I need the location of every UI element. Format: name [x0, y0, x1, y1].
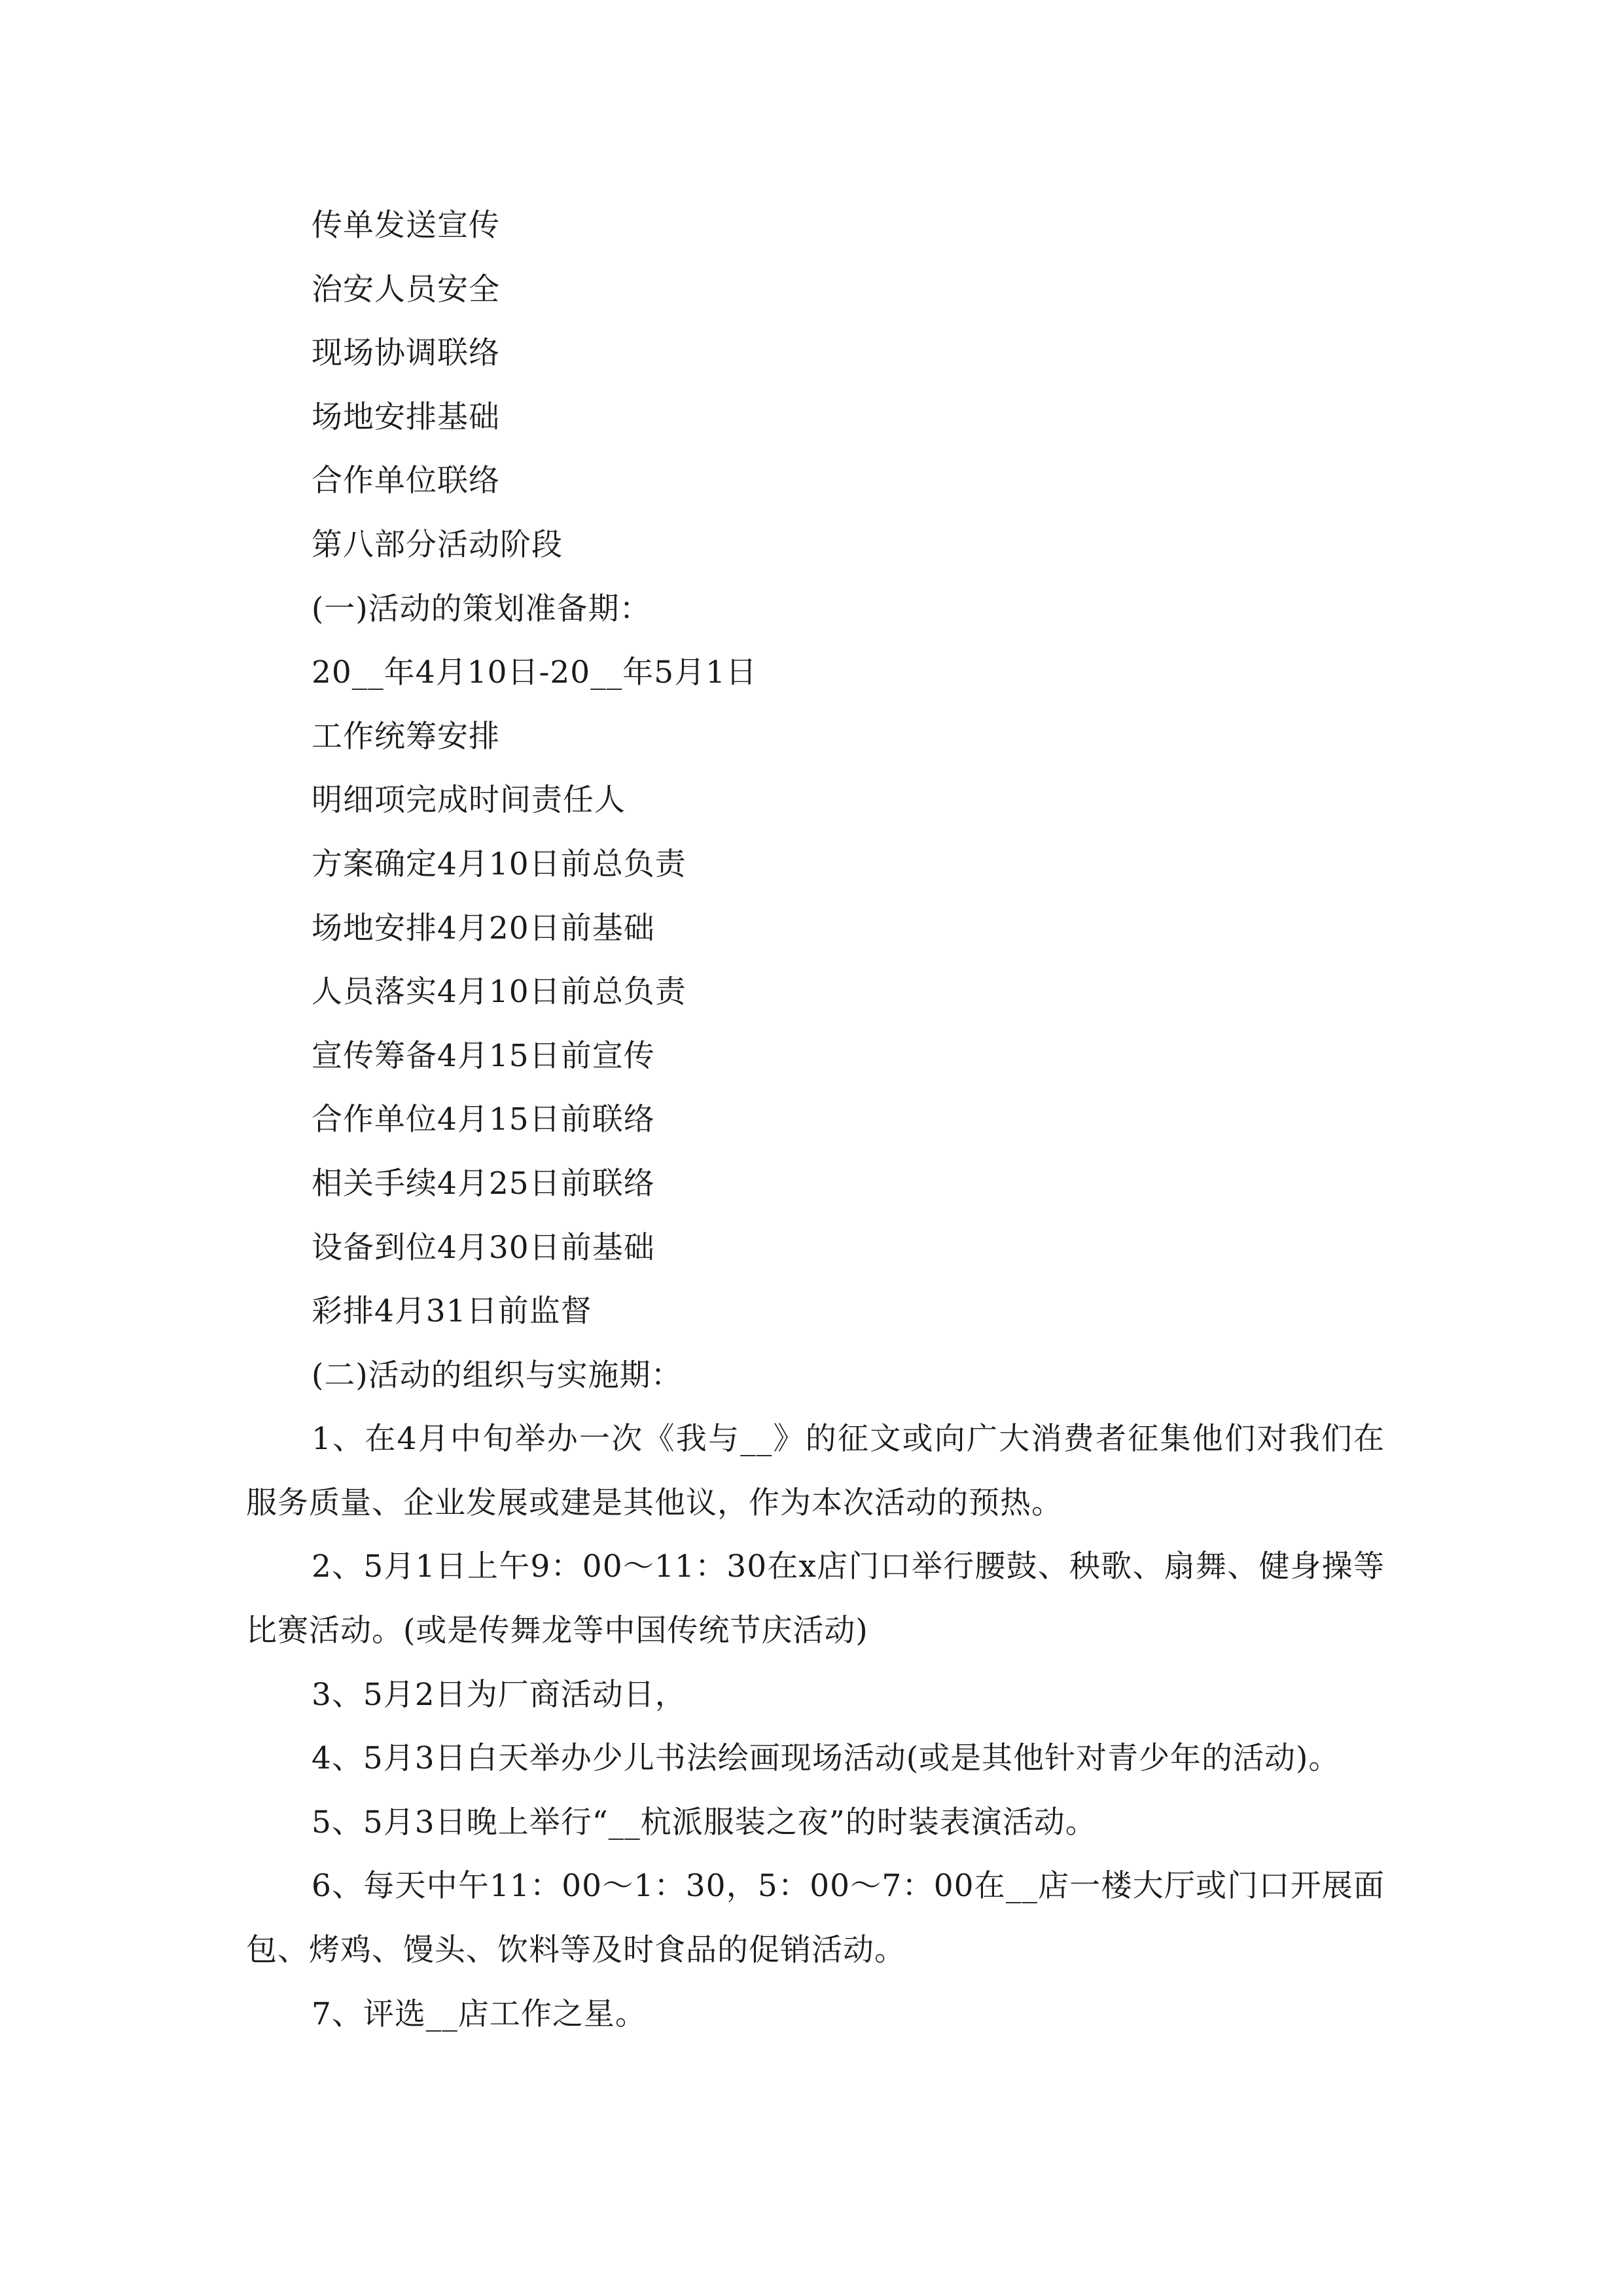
text-line: 工作统筹安排: [312, 718, 500, 755]
date-range: 20__年4月10日-20__年5月1日: [312, 655, 758, 691]
section-heading: 第八部分活动阶段: [312, 526, 563, 563]
text-line: 传单发送宣传: [312, 207, 500, 243]
paragraph: 3、5月2日为厂商活动日，: [312, 1676, 687, 1713]
schedule-row: 设备到位4月30日前基础: [312, 1229, 655, 1266]
text-line: 场地安排基础: [312, 399, 500, 435]
paragraph: 7、评选__店工作之星。: [312, 1996, 647, 2032]
schedule-header: 明细项完成时间责任人: [312, 782, 626, 819]
schedule-row: 相关手续4月25日前联络: [312, 1165, 655, 1202]
subsection-heading: (一)活动的策划准备期：: [312, 590, 651, 627]
paragraph: 2、5月1日上午9：00～11：30在x店门口举行腰鼓、秧歌、扇舞、健身操等比赛活动。(或是传舞龙等中国传统节庆活动): [246, 1549, 1385, 1649]
schedule-row: 方案确定4月10日前总负责: [312, 846, 687, 882]
paragraph: 5、5月3日晚上举行“__杭派服装之夜”的时装表演活动。: [312, 1804, 1097, 1840]
text-line: 治安人员安全: [312, 271, 500, 308]
text-line: 合作单位联络: [312, 463, 500, 499]
paragraph: 4、5月3日白天举办少儿书法绘画现场活动(或是其他针对青少年的活动)。: [312, 1740, 1340, 1777]
schedule-row: 合作单位4月15日前联络: [312, 1102, 655, 1138]
text-line: 现场协调联络: [312, 335, 500, 372]
schedule-row: 人员落实4月10日前总负责: [312, 974, 687, 1011]
subsection-heading: (二)活动的组织与实施期：: [312, 1357, 683, 1393]
schedule-row: 彩排4月31日前监督: [312, 1293, 592, 1330]
paragraph: 1、在4月中旬举办一次《我与__》的征文或向广大消费者征集他们对我们在服务质量、企业发展或建是其他议，作为本次活动的预热。: [246, 1421, 1385, 1521]
document-body: [246, 194, 1385, 2046]
schedule-row: 宣传筹备4月15日前宣传: [312, 1037, 655, 1074]
schedule-row: 场地安排4月20日前基础: [312, 910, 655, 946]
paragraph: 6、每天中午11：00～1：30，5：00～7：00在__店一楼大厅或门口开展面包、烤鸡、馒头、饮料等及时食品的促销活动。: [246, 1868, 1385, 1969]
